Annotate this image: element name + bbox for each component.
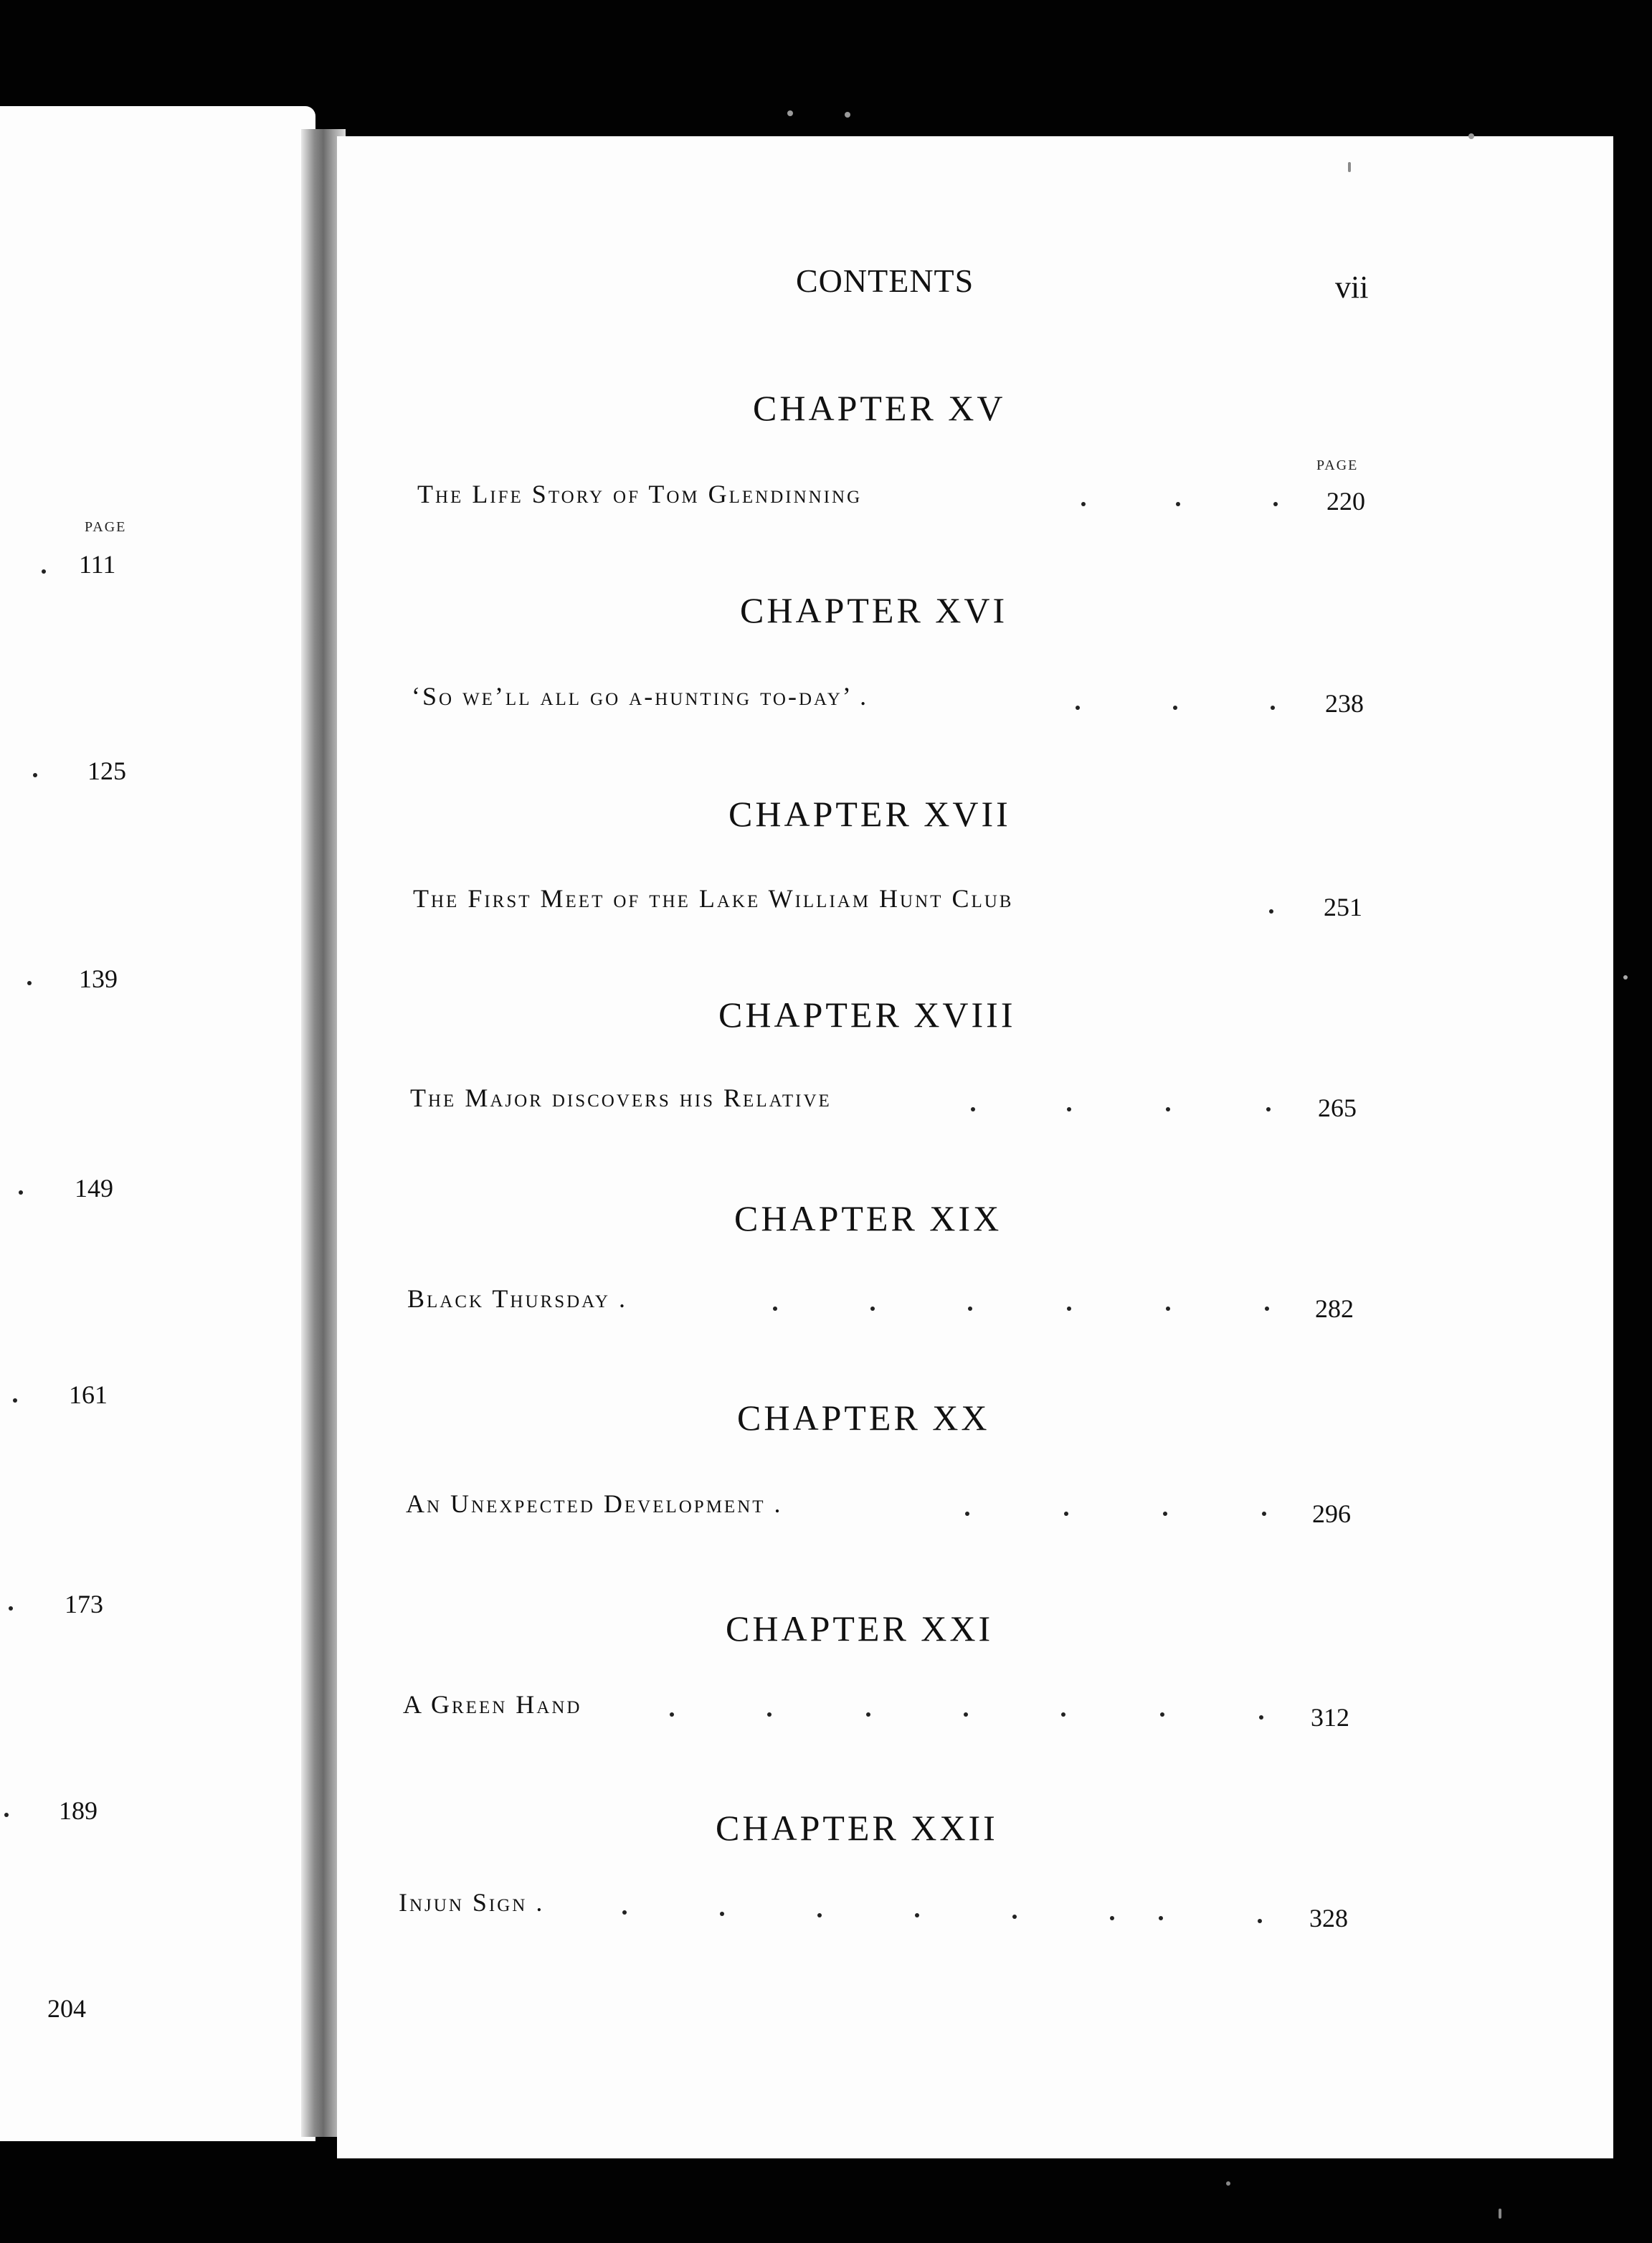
leader-dot: [1269, 909, 1273, 914]
leader-dot: [1061, 1712, 1065, 1717]
leader-dot: [1259, 1715, 1263, 1720]
chapter-page-number: 312: [1311, 1703, 1349, 1732]
leader-dot: [27, 981, 32, 985]
leader-dot: [817, 1913, 822, 1917]
leader-dot: [9, 1606, 13, 1611]
leader-dot: [1160, 1712, 1164, 1717]
chapter-heading: CHAPTER XVIII: [718, 995, 1016, 1035]
right-page: [337, 136, 1613, 2158]
chapter-title: An Unexpected Development .: [406, 1489, 783, 1518]
scan-speck: [845, 112, 850, 118]
chapter-title: Injun Sign .: [399, 1888, 545, 1917]
scan-speck: [1623, 975, 1628, 980]
leader-dot: [1012, 1915, 1017, 1919]
leader-dot: [866, 1712, 870, 1717]
left-page-number: 204: [47, 1994, 86, 2023]
chapter-page-number: 238: [1325, 689, 1364, 718]
leader-dot: [968, 1307, 972, 1311]
leader-dot: [1273, 502, 1278, 506]
scan-speck: [1348, 162, 1351, 172]
leader-dot: [1067, 1307, 1071, 1311]
chapter-page-number: 251: [1324, 893, 1362, 921]
chapter-page-number: 282: [1315, 1294, 1354, 1323]
chapter-page-number: 265: [1318, 1094, 1357, 1122]
leader-dot: [1076, 706, 1080, 710]
chapter-title: ‘So we’ll all go a-hunting to-day’ .: [412, 682, 869, 711]
chapter-heading: CHAPTER XX: [737, 1398, 990, 1438]
left-page-number: 139: [79, 964, 118, 993]
leader-dot: [1258, 1919, 1262, 1923]
page-folio: vii: [1335, 270, 1369, 305]
leader-dot: [1110, 1916, 1114, 1920]
running-title: CONTENTS: [796, 262, 974, 299]
scan-speck: [787, 110, 793, 116]
chapter-page-number: 220: [1326, 487, 1365, 516]
leader-dot: [915, 1913, 919, 1917]
leader-dot: [4, 1813, 9, 1817]
leader-dot: [720, 1912, 724, 1916]
leader-dot: [773, 1307, 777, 1311]
leader-dot: [1262, 1512, 1266, 1516]
leader-dot: [1166, 1307, 1170, 1311]
leader-dot: [870, 1307, 875, 1311]
leader-dot: [13, 1398, 17, 1403]
leader-dot: [1064, 1512, 1068, 1516]
leader-dot: [971, 1107, 975, 1111]
leader-dot: [622, 1910, 627, 1915]
leader-dot: [767, 1712, 772, 1717]
leader-dot: [1163, 1512, 1167, 1516]
leader-dot: [670, 1712, 674, 1717]
left-page-heading: PAGE: [85, 519, 127, 535]
left-page-number: 161: [69, 1380, 108, 1409]
left-page-number: 189: [59, 1796, 98, 1825]
leader-dot: [42, 569, 46, 574]
left-page-number: 173: [65, 1590, 103, 1618]
chapter-title: The First Meet of the Lake William Hunt Club: [413, 884, 1014, 913]
chapter-heading: CHAPTER XVI: [740, 590, 1008, 630]
chapter-title: Black Thursday .: [407, 1284, 627, 1313]
scan-speck: [1499, 2209, 1501, 2219]
chapter-heading: CHAPTER XV: [753, 388, 1006, 428]
leader-dot: [1159, 1916, 1163, 1920]
chapter-title: A Green Hand: [403, 1690, 582, 1719]
leader-dot: [1081, 502, 1086, 506]
left-page-number: 125: [87, 757, 126, 785]
chapter-title: The Major discovers his Relative: [410, 1083, 832, 1112]
chapter-page-number: 328: [1309, 1904, 1348, 1933]
leader-dot: [1166, 1107, 1170, 1111]
left-page: [0, 106, 315, 2141]
leader-dot: [19, 1190, 23, 1195]
chapter-heading: CHAPTER XVII: [728, 794, 1011, 834]
chapter-title: The Life Story of Tom Glendinning: [417, 480, 863, 508]
leader-dot: [965, 1512, 969, 1516]
left-page-number: 149: [75, 1174, 113, 1203]
leader-dot: [1271, 706, 1275, 710]
chapter-heading: CHAPTER XIX: [734, 1198, 1002, 1238]
left-page-number: 111: [79, 550, 116, 579]
scan-speck: [1468, 133, 1474, 139]
leader-dot: [1176, 502, 1180, 506]
leader-dot: [1173, 706, 1177, 710]
chapter-heading: CHAPTER XXII: [716, 1808, 998, 1848]
chapter-heading: CHAPTER XXI: [726, 1608, 994, 1649]
leader-dot: [33, 773, 37, 777]
leader-dot: [1265, 1307, 1269, 1311]
chapter-page-number: 296: [1312, 1499, 1351, 1528]
leader-dot: [1067, 1107, 1071, 1111]
leader-dot: [964, 1712, 968, 1717]
leader-dot: [1266, 1107, 1271, 1111]
page-column-heading: PAGE: [1316, 457, 1359, 473]
scan-speck: [1226, 2181, 1230, 2186]
